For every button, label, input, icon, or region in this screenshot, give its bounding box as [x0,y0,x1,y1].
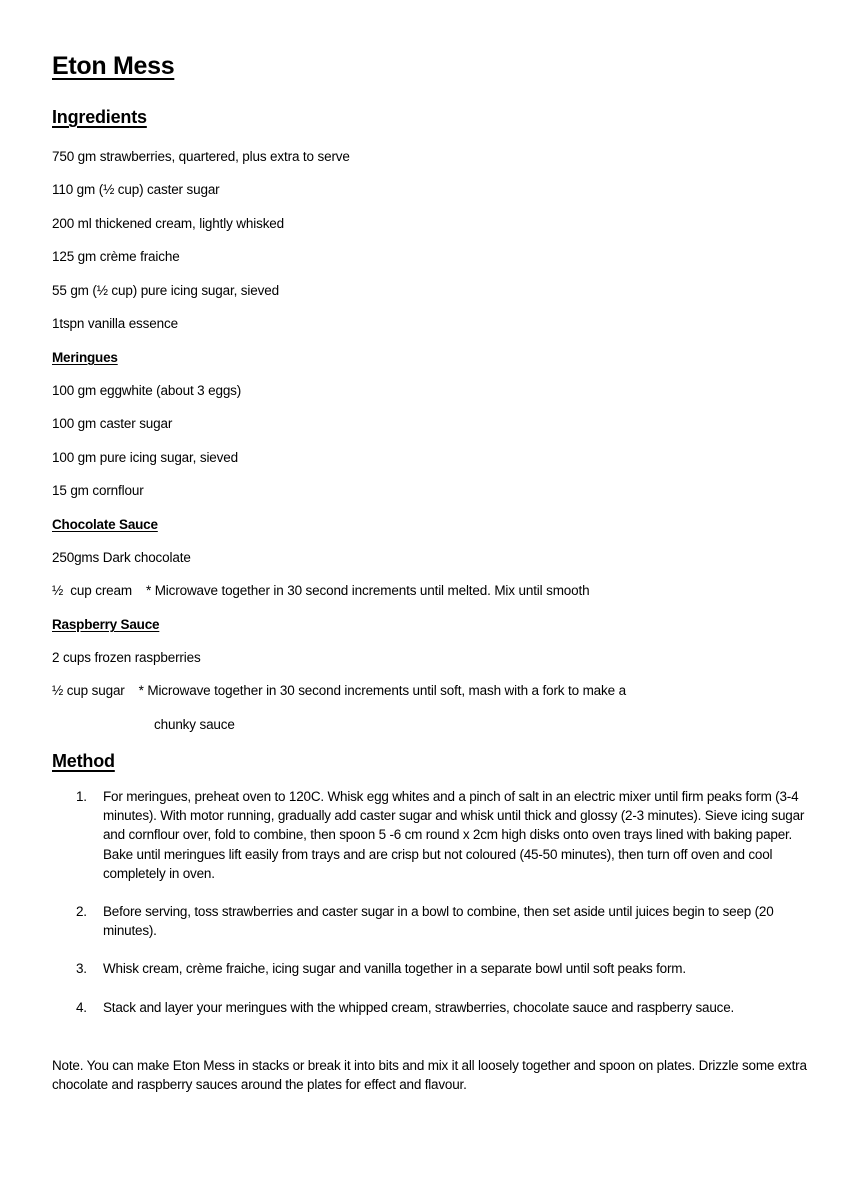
chocolate-sauce-instruction: * Microwave together in 30 second increments until melted. Mix until smooth [146,583,590,598]
meringues-heading: Meringues [52,350,118,365]
raspberry-sauce-item: 2 cups frozen raspberries [52,650,201,665]
step-text: Whisk cream, crème fraiche, icing sugar and vanilla together in a separate bowl until soft peaks form. [103,961,686,977]
ingredient-item: 55 gm (½ cup) pure icing sugar, sieved [52,283,279,298]
step-number: 3. [76,961,87,977]
raspberry-sauce-heading: Raspberry Sauce [52,617,160,632]
ingredient-item: 200 ml thickened cream, lightly whisked [52,216,285,231]
chocolate-sauce-item: 250gms Dark chocolate [52,550,191,565]
chocolate-sauce-combined-line [52,583,589,598]
method-step [76,998,806,1017]
method-step [76,787,806,883]
method-steps [76,787,806,1036]
step-text: Before serving, toss strawberries and caster sugar in a bowl to combine, then set aside until juices begin to seep (20 minutes). [103,904,774,939]
raspberry-sauce-instruction: * Microwave together in 30 second increments until soft, mash with a fork to make a [138,683,626,698]
step-number: 1. [76,789,87,804]
meringue-item: 100 gm pure icing sugar, sieved [52,450,238,465]
step-number: 4. [76,999,87,1015]
step-text: Stack and layer your meringues with the whipped cream, strawberries, chocolate sauce and raspberry sauce. [103,999,735,1015]
step-number: 2. [76,904,87,920]
chocolate-sauce-heading: Chocolate Sauce [52,517,158,532]
recipe-note: Note. You can make Eton Mess in stacks or break it into bits and mix it all loosely together and spoon on plates. Drizzle some extra chocolate and raspberry sauces around the plates for effect and flavour. [52,1058,807,1092]
ingredients-heading: Ingredients [52,107,147,127]
ingredient-item: 110 gm (½ cup) caster sugar [52,182,220,197]
method-step [76,959,806,978]
method-step [76,902,806,940]
raspberry-sauce-combined-line [52,683,626,698]
method-heading: Method [52,751,115,771]
ingredient-item: 1tspn vanilla essence [52,316,178,331]
meringue-item: 100 gm eggwhite (about 3 eggs) [52,383,242,398]
raspberry-sauce-continuation: chunky sauce [154,717,235,732]
chocolate-sauce-amount: ½ cup cream [52,583,132,598]
step-text: For meringues, preheat oven to 120C. Whisk egg whites and a pinch of salt in an electric mixer until firm peaks form (3-4 minutes). With motor running, gradually add caster sugar and whisk until thick and glossy (2-3 minutes). Sieve icing sugar and cornflour over, fold to combine, then spoon 5 -6 cm round x 2cm high disks onto oven trays lined with baking paper. Bake until meringues lift easily from trays and are crisp but not coloured (45-50 minutes), then turn off oven and cool completely in oven. [103,789,805,881]
meringue-item: 15 gm cornflour [52,483,144,498]
ingredient-item: 125 gm crème fraiche [52,249,180,264]
raspberry-sauce-amount: ½ cup sugar [52,683,125,698]
page-title: Eton Mess [52,52,175,80]
meringue-item: 100 gm caster sugar [52,416,173,431]
ingredient-item: 750 gm strawberries, quartered, plus extra to serve [52,149,350,164]
